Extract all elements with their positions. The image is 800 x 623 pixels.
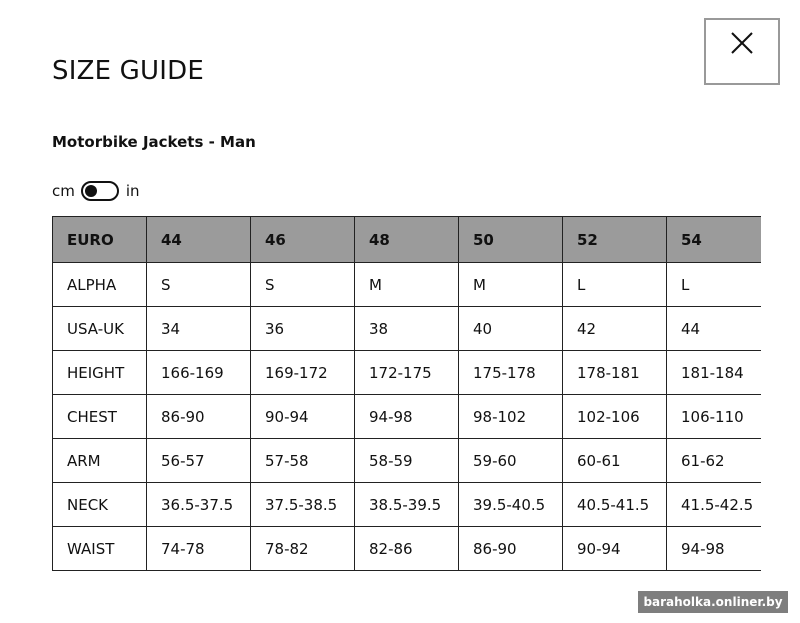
table-cell: M <box>355 263 459 307</box>
table-cell: 58-59 <box>355 439 459 483</box>
header-cell-label: EURO <box>53 217 147 263</box>
table-row <box>53 483 762 527</box>
table-cell: 36.5-37.5 <box>147 483 251 527</box>
table-cell: 94-98 <box>355 395 459 439</box>
header-cell: 54 <box>667 217 762 263</box>
table-row <box>53 527 762 571</box>
header-cell: 44 <box>147 217 251 263</box>
table-cell: 166-169 <box>147 351 251 395</box>
table-row <box>53 395 762 439</box>
table-cell: L <box>667 263 762 307</box>
size-table-scroll[interactable] <box>52 216 761 571</box>
table-cell: 90-94 <box>251 395 355 439</box>
table-row <box>53 307 762 351</box>
table-cell: 78-82 <box>251 527 355 571</box>
table-cell: 172-175 <box>355 351 459 395</box>
table-row <box>53 263 762 307</box>
table-cell: 98-102 <box>459 395 563 439</box>
unit-label-cm: cm <box>52 182 75 200</box>
table-header-row <box>53 217 762 263</box>
table-cell: 39.5-40.5 <box>459 483 563 527</box>
row-label-cell: HEIGHT <box>53 351 147 395</box>
table-cell: 60-61 <box>563 439 667 483</box>
table-cell: 42 <box>563 307 667 351</box>
table-cell: 40 <box>459 307 563 351</box>
table-cell: 61-62 <box>667 439 762 483</box>
table-cell: M <box>459 263 563 307</box>
table-cell: 169-172 <box>251 351 355 395</box>
table-cell: 59-60 <box>459 439 563 483</box>
table-cell: 94-98 <box>667 527 762 571</box>
row-label-cell: ARM <box>53 439 147 483</box>
table-cell: 181-184 <box>667 351 762 395</box>
table-cell: 74-78 <box>147 527 251 571</box>
header-cell: 46 <box>251 217 355 263</box>
table-cell: 44 <box>667 307 762 351</box>
close-button[interactable] <box>704 18 780 85</box>
table-cell: 38.5-39.5 <box>355 483 459 527</box>
size-table <box>52 216 761 571</box>
switch-knob <box>85 185 97 197</box>
table-cell: S <box>147 263 251 307</box>
table-row <box>53 439 762 483</box>
header-cell: 50 <box>459 217 563 263</box>
table-cell: 175-178 <box>459 351 563 395</box>
table-cell: 37.5-38.5 <box>251 483 355 527</box>
table-cell: 38 <box>355 307 459 351</box>
table-cell: 106-110 <box>667 395 762 439</box>
row-label-cell: ALPHA <box>53 263 147 307</box>
table-cell: 36 <box>251 307 355 351</box>
close-icon <box>729 30 755 56</box>
table-cell: 102-106 <box>563 395 667 439</box>
table-cell: 57-58 <box>251 439 355 483</box>
table-cell: 86-90 <box>147 395 251 439</box>
table-cell: 41.5-42.5 <box>667 483 762 527</box>
header-cell: 52 <box>563 217 667 263</box>
table-cell: 56-57 <box>147 439 251 483</box>
table-cell: S <box>251 263 355 307</box>
unit-label-in: in <box>125 182 140 200</box>
table-cell: 178-181 <box>563 351 667 395</box>
table-cell: 82-86 <box>355 527 459 571</box>
product-category-title: Motorbike Jackets - Man <box>52 133 256 151</box>
table-cell: 40.5-41.5 <box>563 483 667 527</box>
row-label-cell: NECK <box>53 483 147 527</box>
table-cell: 34 <box>147 307 251 351</box>
page-title: SIZE GUIDE <box>52 56 204 86</box>
unit-toggle <box>52 180 140 202</box>
table-row <box>53 351 762 395</box>
table-cell: 90-94 <box>563 527 667 571</box>
row-label-cell: WAIST <box>53 527 147 571</box>
row-label-cell: USA-UK <box>53 307 147 351</box>
table-cell: L <box>563 263 667 307</box>
watermark: baraholka.onliner.by <box>638 591 788 613</box>
unit-switch[interactable] <box>81 181 119 201</box>
header-cell: 48 <box>355 217 459 263</box>
row-label-cell: CHEST <box>53 395 147 439</box>
table-cell: 86-90 <box>459 527 563 571</box>
